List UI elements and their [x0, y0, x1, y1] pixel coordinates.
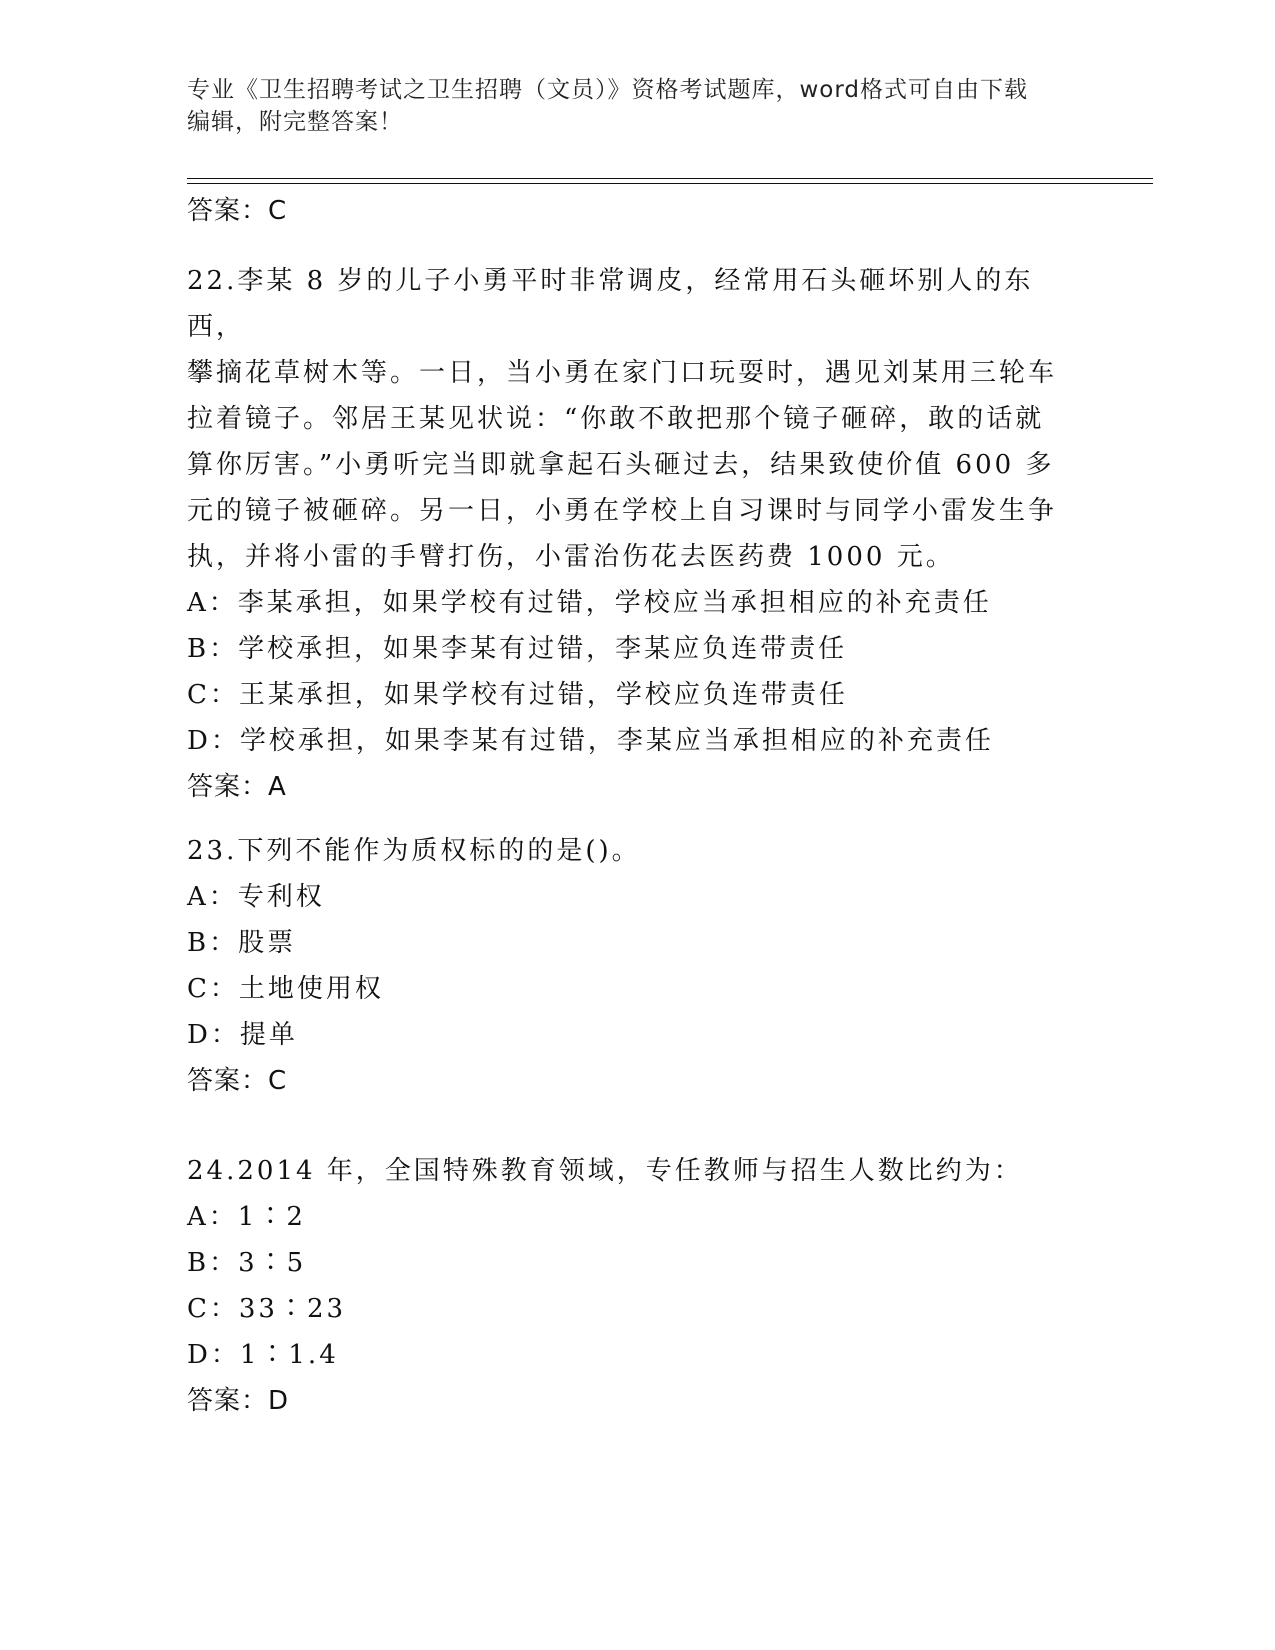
- answer-label: 答案：: [187, 1386, 269, 1416]
- option-b: B：学校承担，如果李某有过错，李某应负连带责任: [187, 634, 848, 664]
- answer-value: C: [268, 196, 288, 226]
- question-line: 算你厉害。”小勇听完当即就拿起石头砸过去，结果致使价值 600 多: [187, 450, 1055, 480]
- option-d: D：学校承担，如果李某有过错，李某应当承担相应的补充责任: [187, 726, 994, 756]
- question-answer: [187, 1378, 1067, 1424]
- question-number: 24.: [187, 1156, 238, 1186]
- document-header: [187, 74, 1067, 138]
- answer-label: 答案：: [187, 196, 269, 226]
- option-b: B：股票: [187, 928, 297, 958]
- question-23: [187, 828, 1067, 1104]
- option-d: D：提单: [187, 1020, 298, 1050]
- header-divider-top: [187, 178, 1153, 179]
- question-number: 22.: [187, 266, 238, 296]
- previous-question-answer: [187, 193, 287, 229]
- question-line: 攀摘花草树木等。一日，当小勇在家门口玩耍时，遇见刘某用三轮车: [187, 358, 1058, 388]
- option-c: C：33∶23: [187, 1294, 347, 1324]
- answer-value: C: [268, 1066, 288, 1096]
- question-line: 李某 8 岁的儿子小勇平时非常调皮，经常用石头砸坏别人的东西，: [187, 266, 1034, 342]
- question-24: [187, 1148, 1067, 1424]
- question-stem: [187, 258, 1067, 580]
- question-line: 拉着镜子。邻居王某见状说：“你敢不敢把那个镜子砸碎，敢的话就: [187, 404, 1045, 434]
- option-c: C：土地使用权: [187, 974, 384, 1004]
- answer-value: A: [268, 772, 287, 802]
- header-divider-bottom: [187, 183, 1153, 184]
- question-stem: [187, 828, 1067, 874]
- option-b: B：3∶5: [187, 1248, 307, 1278]
- question-line: 元的镜子被砸碎。另一日，小勇在学校上自习课时与同学小雷发生争: [187, 496, 1058, 526]
- option-d: D：1∶1.4: [187, 1340, 339, 1370]
- header-line-2: 编辑，附完整答案！: [187, 109, 403, 135]
- option-a: A：专利权: [187, 882, 325, 912]
- answer-value: D: [268, 1386, 290, 1416]
- option-c: C：王某承担，如果学校有过错，学校应负连带责任: [187, 680, 848, 710]
- question-stem: [187, 1148, 1067, 1194]
- question-line: 执，并将小雷的手臂打伤，小雷治伤花去医药费 1000 元。: [187, 542, 955, 572]
- option-a: A：李某承担，如果学校有过错，学校应当承担相应的补充责任: [187, 588, 992, 618]
- question-answer: [187, 1058, 1067, 1104]
- question-line: 2014 年，全国特殊教育领域，专任教师与招生人数比约为：: [237, 1156, 1023, 1186]
- answer-label: 答案：: [187, 772, 269, 802]
- option-a: A：1∶2: [187, 1202, 306, 1232]
- question-22: [187, 258, 1067, 810]
- question-line: 下列不能作为质权标的的是()。: [237, 836, 641, 866]
- question-number: 23.: [187, 836, 238, 866]
- question-answer: [187, 764, 1067, 810]
- answer-label: 答案：: [187, 1066, 269, 1096]
- header-line-1: 专业《卫生招聘考试之卫生招聘（文员）》资格考试题库，word格式可自由下载: [187, 77, 1029, 103]
